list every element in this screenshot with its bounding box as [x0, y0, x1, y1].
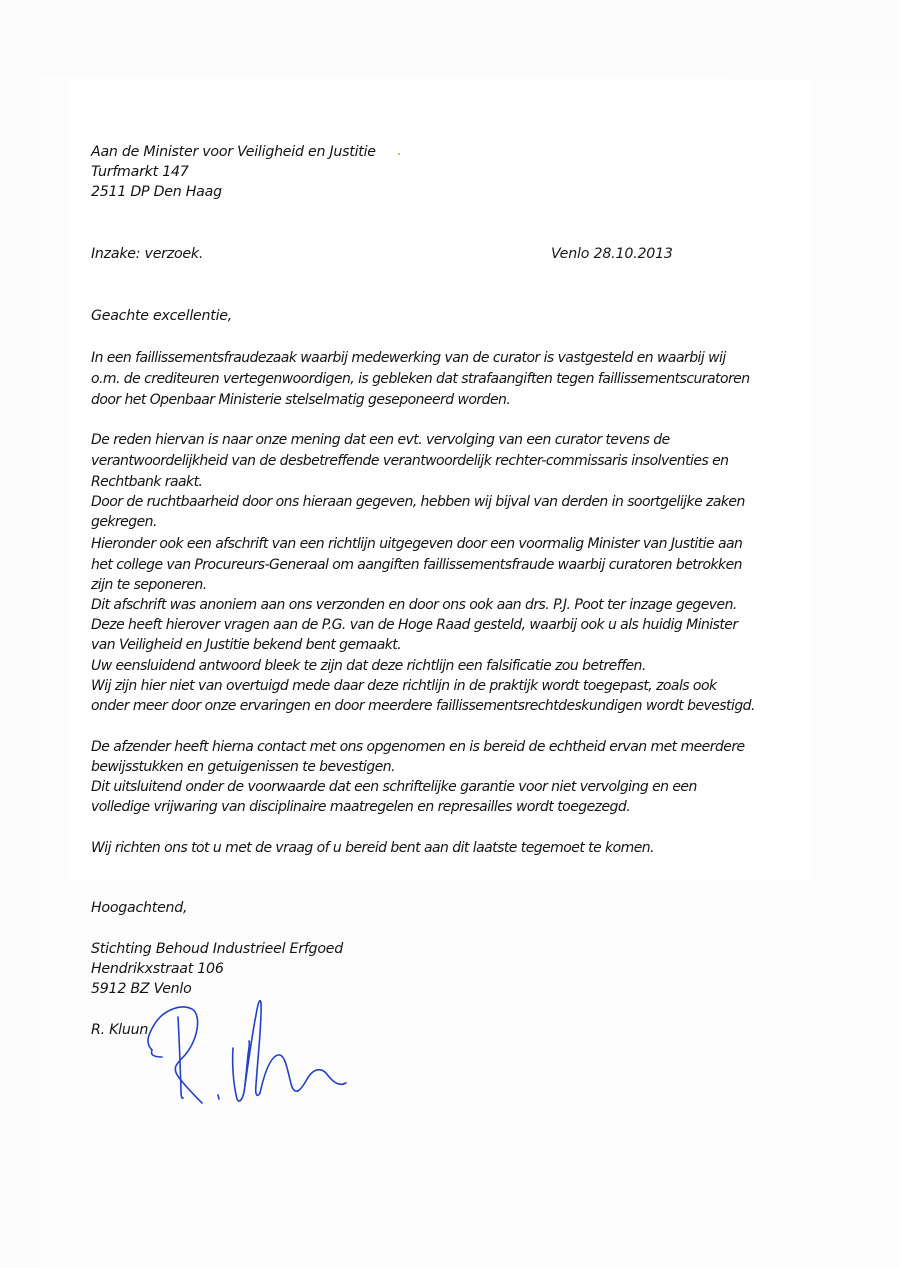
- recipient-line-3: 2511 DP Den Haag: [91, 184, 222, 200]
- paragraph-line: verantwoordelijkheid van de desbetreffende verantwoordelijk rechter-commissaris insolventies en: [91, 453, 729, 469]
- paragraph-line: In een faillissementsfraudezaak waarbij medewerking van de curator is vastgesteld en waarbij wij: [91, 350, 726, 366]
- scan-margin-top: [0, 0, 730, 78]
- paragraph-line: Dit uitsluitend onder de voorwaarde dat een schriftelijke garantie voor niet vervolging en een: [91, 779, 697, 795]
- paragraph-line: Rechtbank raakt.: [91, 474, 203, 490]
- paragraph-line: Door de ruchtbaarheid door ons hieraan gegeven, hebben wij bijval van derden in soortgelijke zaken: [91, 494, 745, 510]
- handwritten-signature: [140, 995, 380, 1110]
- sender-line-3: 5912 BZ Venlo: [91, 981, 192, 997]
- recipient-line-1: Aan de Minister voor Veiligheid en Justitie: [91, 144, 376, 160]
- paragraph-line: Dit afschrift was anoniem aan ons verzonden en door ons ook aan drs. P.J. Poot ter inzage gegeven.: [91, 597, 737, 613]
- signatory-name: R. Kluun: [91, 1022, 149, 1038]
- paragraph-line: bewijsstukken en getuigenissen te bevestigen.: [91, 759, 396, 775]
- paragraph-line: van Veiligheid en Justitie bekend bent gemaakt.: [91, 637, 402, 653]
- paragraph-line: onder meer door onze ervaringen en door meerdere faillissementsrechtdeskundigen wordt bevestigd.: [91, 698, 755, 714]
- paragraph-line: Wij richten ons tot u met de vraag of u bereid bent aan dit laatste tegemoet te komen.: [91, 840, 655, 856]
- paragraph-line: het college van Procureurs-Generaal om aangiften faillissementsfraude waarbij curatoren betrokken: [91, 557, 742, 573]
- place-date: Venlo 28.10.2013: [551, 246, 673, 262]
- subject-line: Inzake: verzoek.: [91, 246, 204, 262]
- scan-speck: [398, 153, 400, 155]
- closing: Hoogachtend,: [91, 900, 188, 916]
- paragraph-line: Uw eensluidend antwoord bleek te zijn dat deze richtlijn een falsificatie zou betreffen.: [91, 658, 646, 674]
- recipient-line-2: Turfmarkt 147: [91, 164, 189, 180]
- paragraph-line: Wij zijn hier niet van overtuigd mede daar deze richtlijn in de praktijk wordt toegepast, zoals ook: [91, 678, 717, 694]
- paragraph-line: o.m. de crediteuren vertegenwoordigen, is gebleken dat strafaangiften tegen faillissementscuratoren: [91, 371, 750, 387]
- sender-line-2: Hendrikxstraat 106: [91, 961, 224, 977]
- paragraph-line: Deze heeft hierover vragen aan de P.G. van de Hoge Raad gesteld, waarbij ook u als huidig Minister: [91, 617, 738, 633]
- sender-line-1: Stichting Behoud Industrieel Erfgoed: [91, 941, 343, 957]
- paragraph-line: gekregen.: [91, 514, 157, 530]
- paragraph-line: volledige vrijwaring van disciplinaire maatregelen en represailles wordt toegezegd.: [91, 799, 631, 815]
- paragraph-line: door het Openbaar Ministerie stelselmatig geseponeerd worden.: [91, 392, 511, 408]
- paragraph-line: De afzender heeft hierna contact met ons opgenomen en is bereid de echtheid ervan met meerdere: [91, 739, 745, 755]
- paragraph-line: zijn te seponeren.: [91, 577, 207, 593]
- salutation: Geachte excellentie,: [91, 308, 233, 324]
- paragraph-line: Hieronder ook een afschrift van een richtlijn uitgegeven door een voormalig Minister van Justitie aan: [91, 536, 743, 552]
- paragraph-line: De reden hiervan is naar onze mening dat een evt. vervolging van een curator tevens de: [91, 432, 670, 448]
